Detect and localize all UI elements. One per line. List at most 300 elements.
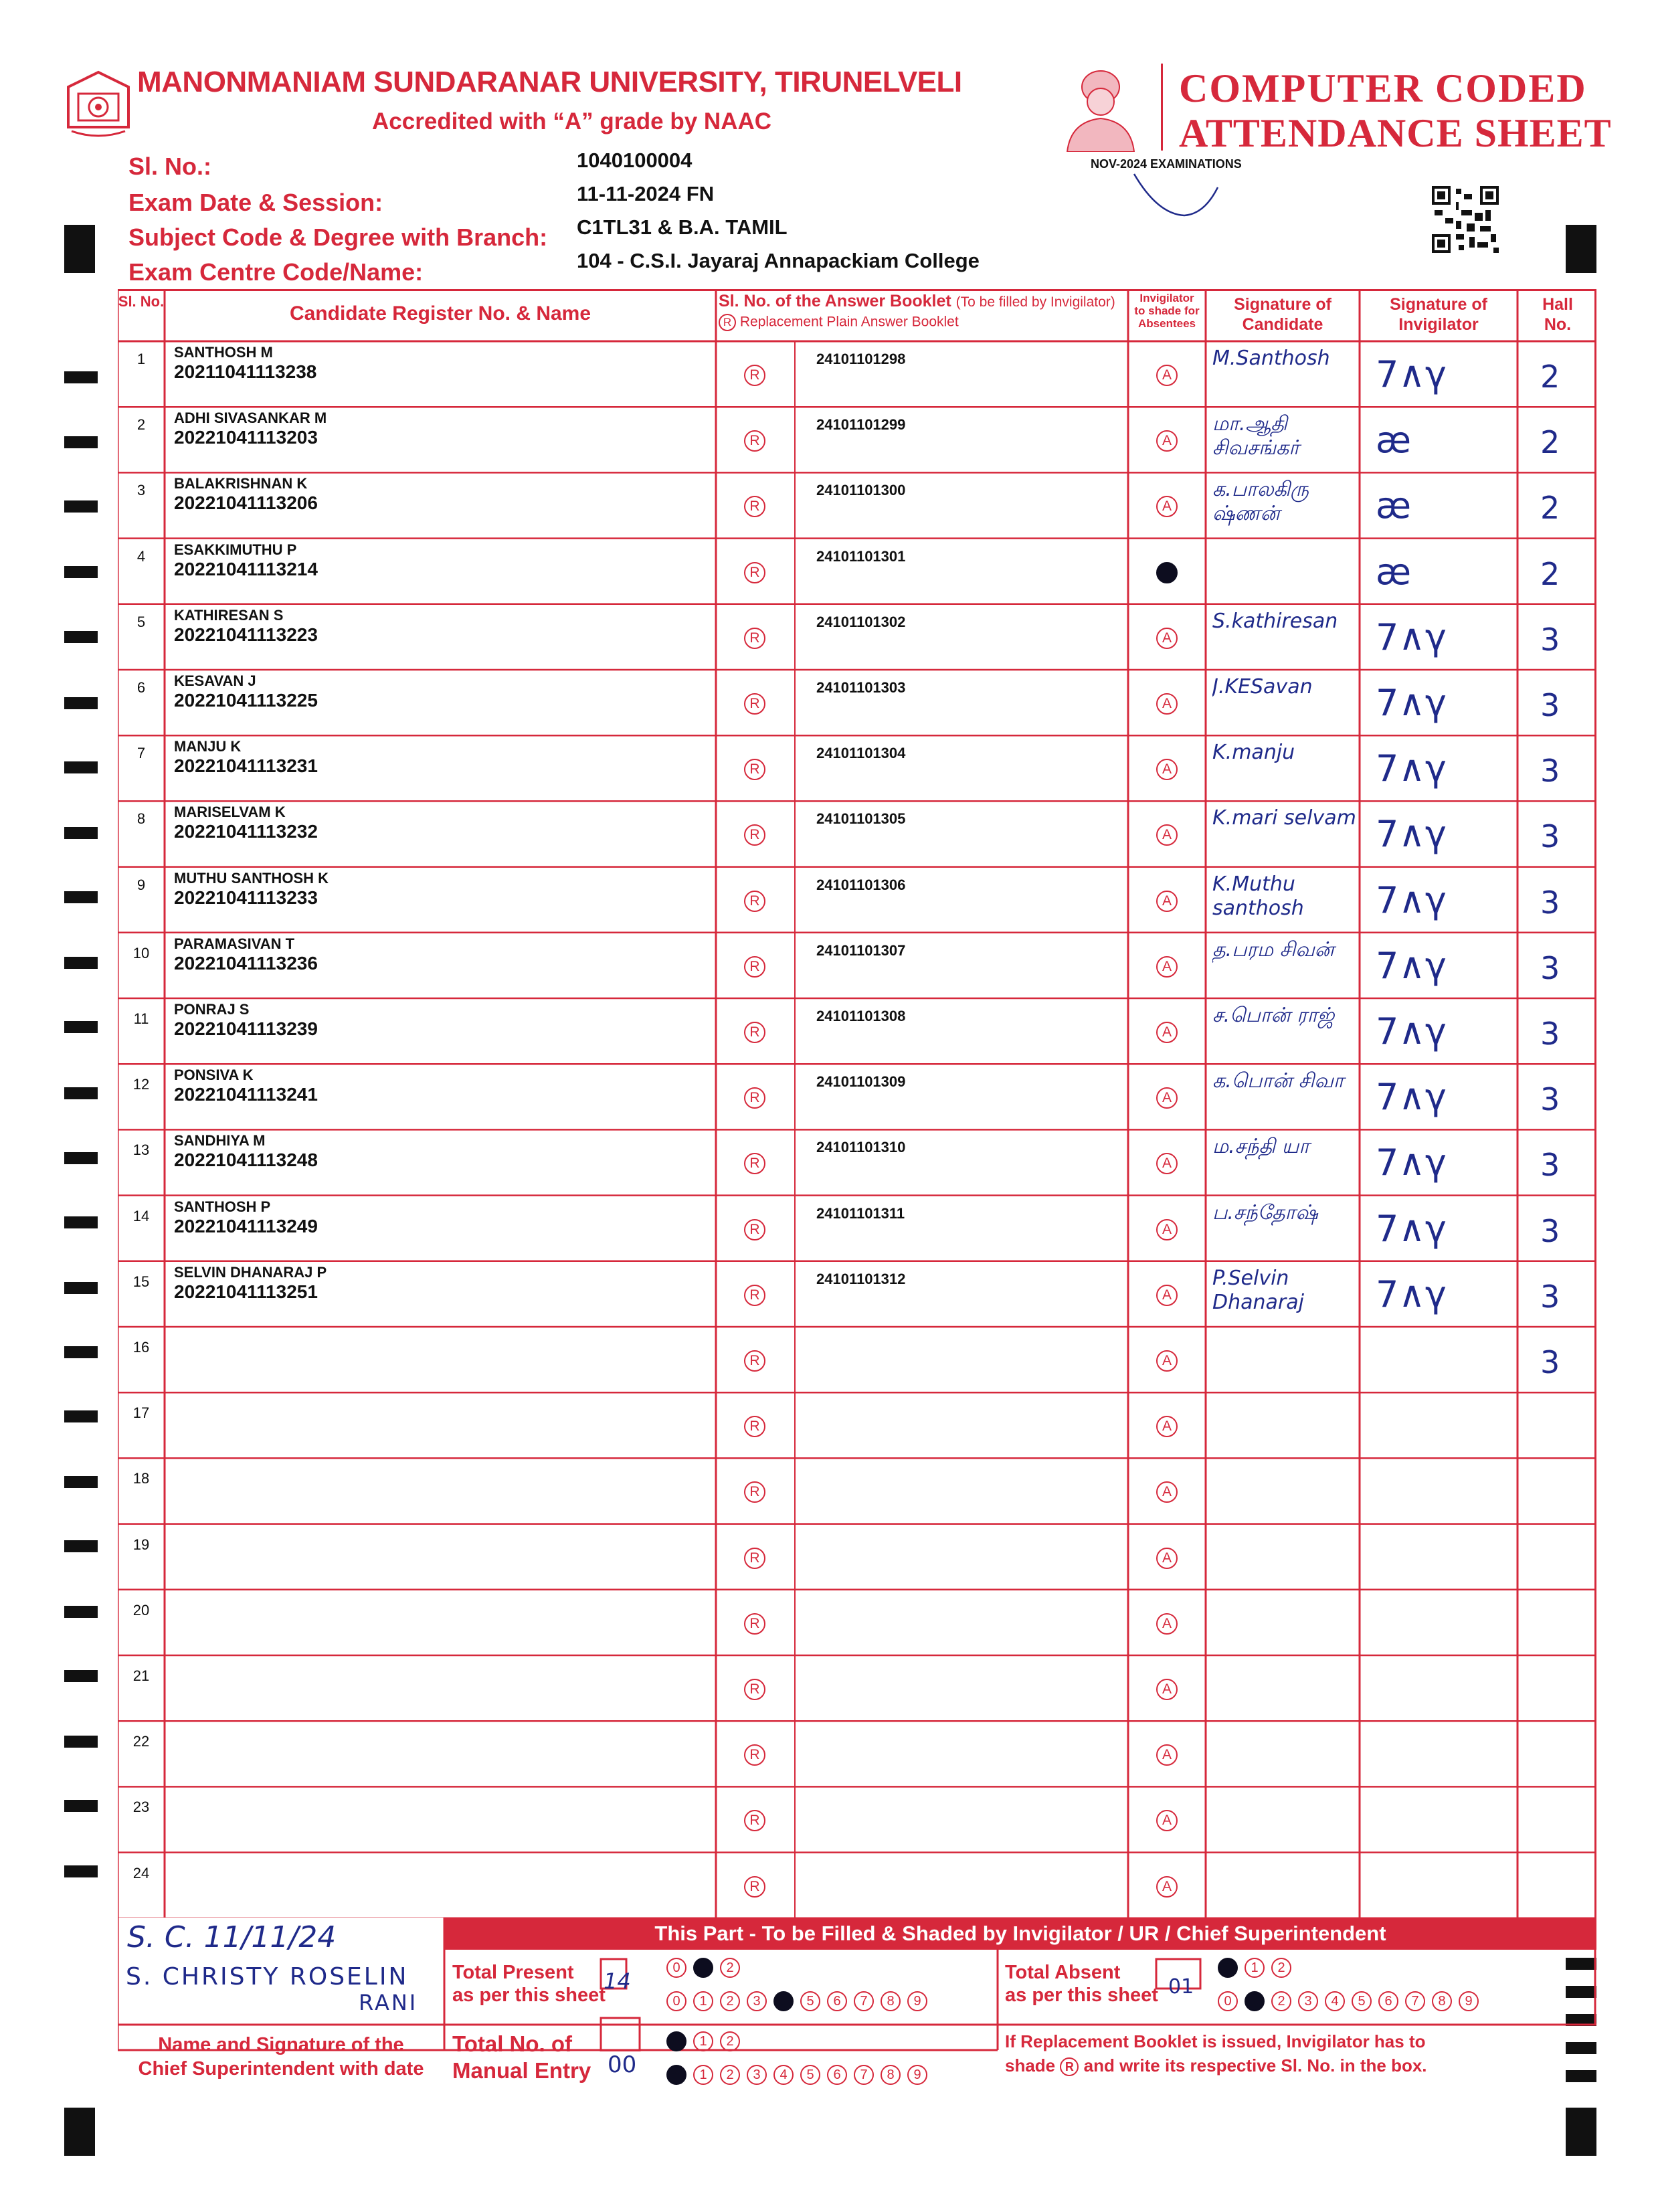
total-absent-label2: as per this sheet [1005,1985,1158,2006]
candidate-signature [1212,1792,1361,1852]
candidate-name: PONSIVA K [174,1067,254,1084]
row-sl-no: 20 [132,1601,150,1619]
timing-mark [64,1216,98,1228]
invigilator-signature: 7∧γ [1376,1076,1447,1119]
candidate-name: SANTHOSH M [174,344,273,361]
timing-mark [64,500,98,513]
absentee-bubble[interactable]: A [1156,1087,1178,1109]
timing-mark [64,761,98,773]
replacement-bubble[interactable]: R [744,365,765,386]
timing-mark [64,1800,98,1812]
replacement-bubble[interactable]: R [744,759,765,780]
manual-units-bubble[interactable]: 9 [907,2065,927,2085]
table-row [118,1261,1596,1327]
sl-no-label: Sl. No.: [128,153,211,180]
register-number: 20221041113241 [174,1084,318,1105]
table-row [118,407,1596,472]
table-row [118,998,1596,1064]
absent-units-bubble[interactable]: 7 [1405,1991,1425,2011]
total-present-label1: Total Present [452,1962,574,1983]
absent-units-bubble[interactable]: 4 [1325,1991,1345,2011]
table-row [118,1392,1596,1458]
replacement-bubble[interactable]: R [744,1810,765,1831]
hall-number: 3 [1540,621,1560,658]
row-sl-no: 11 [133,1010,149,1027]
header-candidate: Candidate Register No. & Name [289,302,591,325]
hall-number: 3 [1540,687,1560,723]
present-units-bubble[interactable]: 6 [827,1991,847,2011]
table-row [118,1524,1596,1590]
qr-code [1432,186,1499,253]
register-number: 20221041113214 [174,558,318,579]
booklet-number: 24101101308 [816,1008,906,1024]
table-row [118,1129,1596,1195]
row-sl-no: 14 [132,1207,150,1224]
corner-mark [1566,2108,1596,2156]
timing-mark [64,957,98,969]
table-row [118,604,1596,670]
replacement-bubble[interactable]: R [744,1481,765,1503]
total-absent-label1: Total Absent [1005,1962,1121,1983]
absentee-bubble[interactable]: A [1156,430,1178,452]
timing-mark [64,1865,98,1877]
invigilator-signature: æ [1376,419,1412,462]
booklet-number: 24101101309 [816,1073,906,1091]
candidate-name: SANDHIYA M [174,1132,266,1149]
candidate-name: MUTHU SANTHOSH K [174,869,329,887]
cs-label-line2: Chief Superintendent with date [138,2058,424,2080]
candidate-signature [1212,1595,1361,1655]
manual-tens-bubble[interactable]: 1 [693,2031,713,2051]
timing-mark [64,1346,98,1358]
candidate-signature: K.mari selvam [1212,806,1356,830]
corner-mark [64,225,95,273]
replacement-bubble-icon: R [1060,2057,1079,2076]
absentee-bubble[interactable]: A [1156,496,1178,517]
accreditation: Accredited with “A” grade by NAAC [372,108,772,134]
absentee-bubble[interactable]: A [1156,1810,1178,1831]
manual-units-bubble[interactable]: 1 [693,2065,713,2085]
candidate-signature: P.Selvin Dhanaraj [1212,1266,1304,1314]
exam-date-value: 11-11-2024 FN [577,182,715,205]
absentee-bubble[interactable]: A [1156,1350,1178,1372]
row-sl-no: 21 [132,1667,150,1684]
candidate-signature [1212,1530,1361,1590]
manual-entry-label2: Manual Entry [452,2058,591,2083]
replacement-bubble[interactable]: R [744,562,765,583]
absentee-bubble[interactable]: A [1156,1416,1178,1437]
table-row [118,341,1596,407]
candidate-signature: J.KESavan [1212,675,1313,699]
absentee-bubble[interactable]: A [1156,628,1178,649]
absent-units-bubble[interactable]: 9 [1459,1991,1479,2011]
table-row [118,801,1596,866]
present-units-bubble[interactable] [773,1991,794,2011]
replacement-bubble[interactable]: R [744,1219,765,1240]
subject-value: C1TL31 & B.A. TAMIL [577,215,788,239]
header-hall: Hall No. [1542,295,1573,334]
candidate-signature: K.manju [1212,741,1295,765]
hall-number: 3 [1540,1344,1560,1380]
present-units-bubble[interactable]: 1 [693,1991,713,2011]
invigilator-signature: æ [1376,484,1412,527]
timing-mark [64,1152,98,1164]
manual-units-bubble[interactable]: 7 [854,2065,874,2085]
replacement-bubble[interactable]: R [744,1350,765,1372]
candidate-signature: க.பொன் சிவா [1212,1069,1344,1093]
register-number: 20221041113233 [174,887,318,908]
table-row [118,1196,1596,1261]
booklet-number: 24101101307 [816,941,906,959]
candidate-signature: ச.பொன் ராஜ் [1212,1004,1335,1027]
absentee-bubble[interactable]: A [1156,1613,1178,1635]
candidate-signature: ப.சந்தோஷ் [1212,1200,1318,1224]
candidate-signature [1212,1858,1361,1918]
hall-number: 3 [1540,1212,1560,1249]
table-row [118,1853,1596,1918]
table-row [118,1590,1596,1655]
present-tens-bubble[interactable] [693,1958,713,1978]
table-row [118,670,1596,735]
timing-mark [64,1606,98,1618]
manual-units-bubble[interactable]: 2 [720,2065,740,2085]
candidate-name: SANTHOSH P [174,1198,271,1215]
absent-tens-bubble[interactable] [1218,1958,1238,1978]
replacement-bubble[interactable]: R [744,956,765,978]
register-number: 20221041113232 [174,821,318,842]
hall-number: 2 [1540,555,1560,592]
corner-mark [1566,225,1596,273]
cs-signature-date: S. C. 11/11/24 [127,1920,337,1954]
replacement-bubble[interactable]: R [744,1153,765,1174]
header-booklet: Sl. No. of the Answer Booklet (To be filled by Invigilator) R Replacement Plain Answer Booklet [717,292,1246,341]
register-number: 20221041113249 [174,1215,318,1236]
sheet-title-line2: ATTENDANCE SHEET [1179,111,1612,155]
timing-mark [64,371,98,383]
manual-tens-bubble[interactable]: 2 [720,2031,740,2051]
candidate-signature: க.பாலகிரு ஷ்ணன் [1212,478,1309,526]
replacement-bubble[interactable]: R [744,1285,765,1306]
pen-stroke [1131,167,1224,221]
absent-units-bubble[interactable] [1245,1991,1265,2011]
timing-mark [64,1087,98,1099]
booklet-number: 24101101298 [816,351,906,367]
absentee-bubble[interactable]: A [1156,1153,1178,1174]
timing-mark [64,1540,98,1552]
absentee-bubble[interactable]: A [1156,365,1178,386]
absent-tens-bubble[interactable]: 1 [1245,1958,1265,1978]
register-number: 20221041113231 [174,755,318,777]
table-row [118,1458,1596,1524]
register-number: 20221041113236 [174,952,318,974]
row-sl-no: 24 [132,1864,150,1881]
booklet-number: 24101101305 [816,810,906,828]
register-number: 20211041113238 [174,361,317,382]
replacement-bubble[interactable]: R [744,496,765,517]
timing-mark [64,1670,98,1682]
row-sl-no: 8 [136,810,146,828]
candidate-name: MARISELVAM K [174,804,286,821]
header-divider [1161,64,1163,151]
absent-units-bubble[interactable]: 6 [1378,1991,1398,2011]
replacement-bubble[interactable]: R [744,891,765,912]
candidate-name: ESAKKIMUTHU P [174,541,297,558]
table-row [118,1786,1596,1852]
present-units-bubble[interactable]: 2 [720,1991,740,2011]
table-row [118,933,1596,998]
candidate-signature [1212,1726,1361,1786]
centre-label: Exam Centre Code/Name: [128,258,424,286]
hall-number: 3 [1540,818,1560,855]
invigilator-signature: æ [1376,550,1412,593]
exam-label: NOV-2024 EXAMINATIONS [1091,157,1242,171]
candidate-signature [1212,544,1361,604]
replacement-bubble[interactable]: R [744,628,765,649]
manual-entry-written: 00 [608,2051,637,2078]
timing-mark [64,827,98,839]
present-units-bubble[interactable]: 8 [881,1991,901,2011]
row-sl-no: 7 [136,745,146,762]
absentee-bubble[interactable]: A [1156,1679,1178,1700]
hall-number: 3 [1540,949,1560,986]
exam-date-label: Exam Date & Session: [128,189,383,216]
invigilator-signature: 7∧γ [1376,747,1447,790]
booklet-number: 24101101301 [816,547,906,565]
present-units-bubble[interactable]: 3 [747,1991,767,2011]
candidate-signature [1212,1661,1361,1721]
invigilator-signature: 7∧γ [1376,1010,1447,1052]
present-tens-bubble[interactable]: 0 [666,1958,686,1978]
present-units-bubble[interactable]: 9 [907,1991,927,2011]
timing-mark [64,1282,98,1294]
absentee-bubble[interactable]: A [1156,956,1178,978]
hall-number: 2 [1540,490,1560,527]
absentee-bubble[interactable]: A [1156,824,1178,846]
register-number: 20221041113251 [174,1281,318,1302]
absentee-bubble[interactable]: A [1156,1285,1178,1306]
register-number: 20221041113223 [174,624,318,645]
register-number: 20221041113239 [174,1018,318,1039]
invigilator-signature: 7∧γ [1376,682,1447,724]
present-units-bubble[interactable]: 7 [854,1991,874,2011]
candidate-signature [1212,1463,1361,1524]
centre-value: 104 - C.S.I. Jayaraj Annapackiam College [577,249,980,272]
total-absent-written: 01 [1168,1975,1194,1999]
candidate-signature [1212,1398,1361,1458]
total-present-label2: as per this sheet [452,1985,606,2006]
booklet-number: 24101101299 [816,416,906,434]
present-units-bubble[interactable]: 0 [666,1991,686,2011]
row-sl-no: 12 [132,1076,150,1093]
invigilator-signature: 7∧γ [1376,1141,1447,1184]
row-sl-no: 22 [132,1733,150,1750]
manual-tens-bubble[interactable] [666,2031,686,2051]
founder-portrait [1061,62,1141,152]
university-logo [62,67,135,141]
absent-units-bubble[interactable]: 3 [1298,1991,1318,2011]
timing-mark [64,1736,98,1748]
row-sl-no: 2 [136,416,146,434]
manual-entry-label1: Total No. of [452,2031,573,2056]
footer-banner: This Part - To be Filled & Shaded by Invigilator / UR / Chief Superintendent [654,1922,1386,1945]
candidate-signature: M.Santhosh [1212,347,1330,370]
row-sl-no: 4 [136,547,146,565]
replacement-bubble[interactable]: R [744,1022,765,1043]
timing-mark [1566,2070,1596,2082]
booklet-number: 24101101302 [816,613,906,630]
replacement-bubble[interactable]: R [744,430,765,452]
header-absentees: Invigilator to shade for Absentees [1134,292,1200,330]
replacement-bubble[interactable]: R [744,824,765,846]
timing-mark [64,631,98,643]
register-number: 20221041113203 [174,427,318,448]
candidate-signature: S.kathiresan [1212,609,1338,633]
booklet-number: 24101101311 [816,1204,905,1222]
table-row [118,472,1596,538]
timing-mark [64,891,98,903]
candidate-name: KATHIRESAN S [174,606,284,624]
row-sl-no: 9 [136,876,146,893]
cs-name-line1: S. CHRISTY ROSELIN [126,1963,409,1991]
hall-number: 3 [1540,1147,1560,1184]
candidate-signature [1212,1332,1361,1392]
candidate-signature: K.Muthu santhosh [1212,872,1304,920]
present-tens-bubble[interactable]: 2 [720,1958,740,1978]
table-row [118,735,1596,801]
hall-number: 2 [1540,359,1560,395]
row-sl-no: 15 [132,1273,150,1290]
invigilator-signature: 7∧γ [1376,1207,1447,1250]
table-row [118,1721,1596,1786]
sheet-title-line1: COMPUTER CODED [1179,66,1587,110]
booklet-number: 24101101312 [816,1270,906,1287]
candidate-name: PARAMASIVAN T [174,935,295,952]
replacement-note-line1: If Replacement Booklet is issued, Invigilator has to [1005,2031,1426,2051]
hall-number: 3 [1540,1016,1560,1052]
absent-units-bubble[interactable]: 8 [1432,1991,1452,2011]
manual-units-bubble[interactable]: 3 [747,2065,767,2085]
manual-units-bubble[interactable]: 5 [800,2065,820,2085]
replacement-bubble[interactable]: R [744,693,765,715]
hall-number: 2 [1540,424,1560,461]
replacement-bubble-icon: R [719,314,736,331]
timing-mark [64,697,98,709]
present-units-bubble[interactable]: 5 [800,1991,820,2011]
booklet-number: 24101101303 [816,679,906,696]
manual-units-bubble[interactable]: 8 [881,2065,901,2085]
sl-no-value: 1040100004 [577,149,693,172]
replacement-bubble[interactable]: R [744,1744,765,1766]
hall-number: 3 [1540,1081,1560,1118]
absentee-bubble[interactable]: A [1156,1744,1178,1766]
row-sl-no: 10 [132,944,150,961]
table-row [118,1655,1596,1721]
absent-units-bubble[interactable]: 2 [1271,1991,1291,2011]
timing-mark [64,566,98,578]
table-row [118,539,1596,604]
invigilator-signature: 7∧γ [1376,813,1447,856]
row-sl-no: 3 [136,482,146,499]
absent-tens-bubble[interactable]: 2 [1271,1958,1291,1978]
candidate-signature: த.பரம சிவன் [1212,937,1334,961]
register-number: 20221041113248 [174,1149,318,1171]
absent-units-bubble[interactable]: 5 [1352,1991,1372,2011]
absentee-bubble[interactable]: A [1156,1481,1178,1503]
candidate-name: KESAVAN J [174,672,256,689]
timing-mark [64,436,98,448]
absentee-bubble[interactable]: A [1156,1876,1178,1898]
replacement-bubble[interactable]: R [744,1416,765,1437]
header-sl: Sl. No. [118,293,165,310]
manual-units-bubble[interactable]: 6 [827,2065,847,2085]
hall-number: 3 [1540,1278,1560,1315]
absentee-bubble[interactable]: A [1156,1548,1178,1569]
register-number: 20221041113206 [174,492,318,514]
replacement-bubble[interactable]: R [744,1613,765,1635]
table-row [118,1064,1596,1129]
timing-mark [64,1476,98,1488]
row-sl-no: 13 [132,1141,150,1159]
absentee-bubble[interactable] [1156,562,1178,583]
replacement-bubble[interactable]: R [744,1679,765,1700]
row-sl-no: 19 [132,1536,150,1553]
invigilator-signature: 7∧γ [1376,944,1447,987]
timing-mark [64,1021,98,1033]
booklet-number: 24101101310 [816,1139,906,1156]
candidate-name: ADHI SIVASANKAR M [174,409,327,427]
absentee-bubble[interactable]: A [1156,1022,1178,1043]
absentee-bubble[interactable]: A [1156,759,1178,780]
hall-number: 3 [1540,753,1560,790]
hall-number: 3 [1540,884,1560,921]
row-sl-no: 6 [136,679,146,696]
row-sl-no: 1 [136,351,146,367]
invigilator-signature: 7∧γ [1376,879,1447,921]
candidate-name: MANJU K [174,738,242,755]
invigilator-signature: 7∧γ [1376,616,1447,658]
replacement-bubble[interactable]: R [744,1087,765,1109]
replacement-note-line2: shade R and write its respective Sl. No. in the box. [1005,2055,1427,2076]
booklet-number: 24101101306 [816,876,906,893]
cs-name-line2: RANI [359,1990,418,2015]
total-present-written: 14 [604,1968,631,1994]
manual-units-bubble[interactable]: 4 [773,2065,794,2085]
attendance-table [118,289,1596,1918]
absentee-bubble[interactable]: A [1156,1219,1178,1240]
corner-mark [64,2108,95,2156]
row-sl-no: 18 [132,1470,150,1487]
absentee-bubble[interactable]: A [1156,891,1178,912]
subject-label: Subject Code & Degree with Branch: [128,223,548,251]
header-signature-invigilator: Signature of Invigilator [1390,295,1487,334]
row-sl-no: 16 [132,1339,150,1356]
candidate-name: PONRAJ S [174,1001,250,1018]
cs-label-line1: Name and Signature of the [158,2034,404,2055]
table-row [118,867,1596,933]
candidate-name: SELVIN DHANARAJ P [174,1263,327,1281]
timing-mark [64,1410,98,1422]
booklet-number: 24101101300 [816,482,906,499]
replacement-bubble[interactable]: R [744,1548,765,1569]
manual-units-bubble[interactable] [666,2065,686,2085]
header-signature-candidate: Signature of Candidate [1234,295,1331,334]
candidate-name: BALAKRISHNAN K [174,475,308,492]
booklet-number: 24101101304 [816,745,906,762]
absentee-bubble[interactable]: A [1156,693,1178,715]
candidate-signature: மா.ஆதி சிவசங்கர் [1212,412,1299,460]
replacement-bubble[interactable]: R [744,1876,765,1898]
absent-units-bubble[interactable]: 0 [1218,1991,1238,2011]
